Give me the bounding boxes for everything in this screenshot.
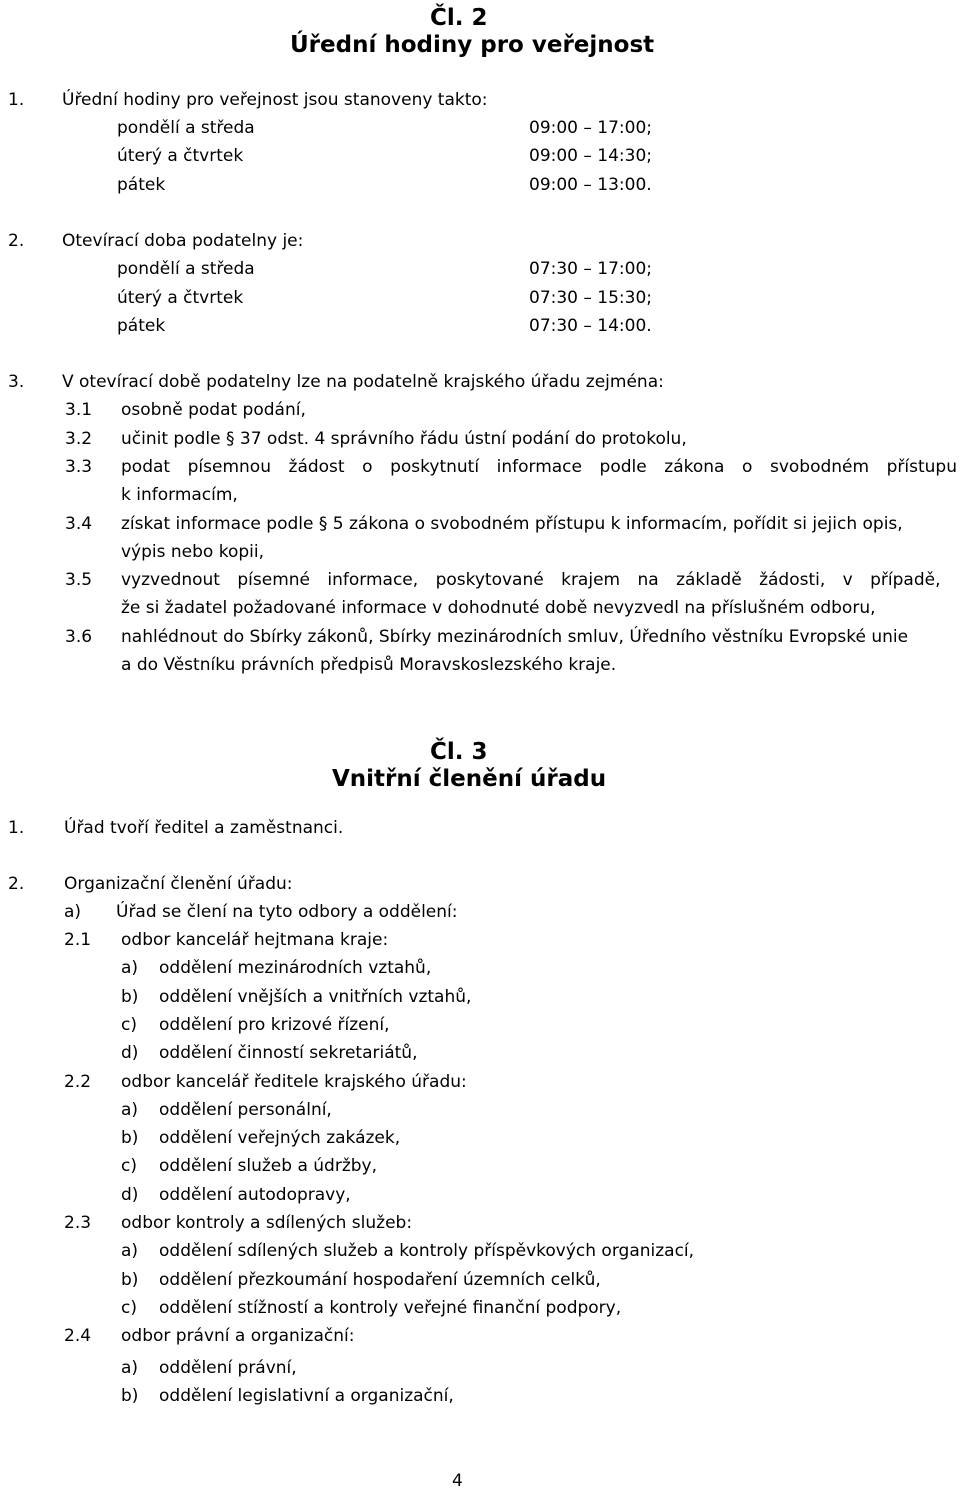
oddeleni-label: b) (121, 987, 139, 1007)
hours-time: 07:30 – 17:00; (529, 259, 653, 279)
subitem-text: učinit podle § 37 odst. 4 správního řádu ústní podání do protokolu, (121, 429, 687, 449)
sec3-item-2-number: 2. (8, 874, 25, 894)
subitem-text: k informacím, (121, 485, 238, 505)
subitem-number: 3.5 (65, 570, 93, 590)
oddeleni-label: c) (121, 1015, 137, 1035)
sec3-a-label: a) (64, 902, 82, 922)
subitem-text: vyzvednout písemné informace, poskytované krajem na základě žádosti, v případě, (121, 570, 941, 590)
oddeleni-label: b) (121, 1386, 139, 1406)
oddeleni-label: c) (121, 1298, 137, 1318)
odbor-number: 2.2 (64, 1072, 92, 1092)
subitem-text: nahlédnout do Sbírky zákonů, Sbírky mezinárodních smluv, Úředního věstníku Evropské unie (121, 627, 909, 647)
sec3-item-1-number: 1. (8, 818, 25, 838)
oddeleni-text: oddělení služeb a údržby, (159, 1156, 378, 1176)
oddeleni-text: oddělení sdílených služeb a kontroly příspěvkových organizací, (159, 1241, 695, 1261)
oddeleni-text: oddělení přezkoumání hospodaření územních celků, (159, 1270, 601, 1290)
oddeleni-text: oddělení vnějších a vnitřních vztahů, (159, 987, 472, 1007)
item-1-text: Úřední hodiny pro veřejnost jsou stanoveny takto: (62, 90, 488, 110)
oddeleni-label: d) (121, 1043, 139, 1063)
subitem-number: 3.6 (65, 627, 93, 647)
section-2-title: Úřední hodiny pro veřejnost (290, 32, 655, 58)
hours-time: 07:30 – 14:00. (529, 316, 652, 336)
subitem-text: získat informace podle § 5 zákona o svobodném přístupu k informacím, pořídit si jejich opis, (121, 514, 903, 534)
oddeleni-text: oddělení stížností a kontroly veřejné finanční podpory, (159, 1298, 622, 1318)
odbor-number: 2.3 (64, 1213, 92, 1233)
item-3-text: V otevírací době podatelny lze na podatelně krajského úřadu zejména: (62, 372, 664, 392)
oddeleni-label: d) (121, 1185, 139, 1205)
oddeleni-label: c) (121, 1156, 137, 1176)
hours-time: 07:30 – 15:30; (529, 288, 653, 308)
item-2-text: Otevírací doba podatelny je: (62, 231, 304, 251)
item-1-number: 1. (8, 90, 25, 110)
subitem-text: osobně podat podání, (121, 400, 306, 420)
oddeleni-text: oddělení legislativní a organizační, (159, 1386, 454, 1406)
hours-time: 09:00 – 17:00; (529, 118, 653, 138)
hours-day: úterý a čtvrtek (117, 146, 244, 166)
subitem-number: 3.1 (65, 400, 93, 420)
oddeleni-label: a) (121, 1241, 139, 1261)
hours-time: 09:00 – 14:30; (529, 146, 653, 166)
oddeleni-text: oddělení mezinárodních vztahů, (159, 958, 432, 978)
subitem-text: a do Věstníku právních předpisů Moravskoslezského kraje. (121, 655, 617, 675)
justified-line: podat písemnou žádost o poskytnutí informace podle zákona o svobodném přístupu (121, 457, 957, 477)
oddeleni-text: oddělení pro krizové řízení, (159, 1015, 390, 1035)
hours-day: pondělí a středa (117, 118, 255, 138)
subitem-number: 3.3 (65, 457, 93, 477)
odbor-name: odbor kancelář hejtmana kraje: (121, 930, 389, 950)
hours-day: pátek (117, 316, 166, 336)
oddeleni-label: b) (121, 1270, 139, 1290)
odbor-name: odbor právní a organizační: (121, 1326, 355, 1346)
section-2-number: Čl. 2 (430, 5, 488, 31)
sec3-item-2-text: Organizační členění úřadu: (64, 874, 293, 894)
subitem-number: 3.2 (65, 429, 93, 449)
sec3-item-1-text: Úřad tvoří ředitel a zaměstnanci. (64, 818, 344, 838)
hours-time: 09:00 – 13:00. (529, 175, 652, 195)
oddeleni-text: oddělení autodopravy, (159, 1185, 351, 1205)
oddeleni-text: oddělení činností sekretariátů, (159, 1043, 418, 1063)
subitem-text: že si žadatel požadované informace v dohodnuté době nevyzvedl na příslušném odboru, (121, 598, 876, 618)
odbor-number: 2.4 (64, 1326, 92, 1346)
oddeleni-text: oddělení personální, (159, 1100, 332, 1120)
hours-day: úterý a čtvrtek (117, 288, 244, 308)
subitem-number: 3.4 (65, 514, 93, 534)
hours-day: pátek (117, 175, 166, 195)
item-3-number: 3. (8, 372, 25, 392)
page-number: 4 (452, 1471, 463, 1491)
section-3-number: Čl. 3 (430, 739, 488, 765)
section-3-title: Vnitřní členění úřadu (332, 766, 607, 792)
sec3-a-text: Úřad se člení na tyto odbory a oddělení: (116, 902, 458, 922)
oddeleni-label: a) (121, 1100, 139, 1120)
item-2-number: 2. (8, 231, 25, 251)
oddeleni-label: a) (121, 1358, 139, 1378)
subitem-text (121, 457, 957, 477)
odbor-number: 2.1 (64, 930, 92, 950)
odbor-name: odbor kontroly a sdílených služeb: (121, 1213, 413, 1233)
oddeleni-label: b) (121, 1128, 139, 1148)
oddeleni-text: oddělení právní, (159, 1358, 297, 1378)
subitem-text: výpis nebo kopii, (121, 542, 265, 562)
hours-day: pondělí a středa (117, 259, 255, 279)
oddeleni-text: oddělení veřejných zakázek, (159, 1128, 401, 1148)
odbor-name: odbor kancelář ředitele krajského úřadu: (121, 1072, 467, 1092)
oddeleni-label: a) (121, 958, 139, 978)
